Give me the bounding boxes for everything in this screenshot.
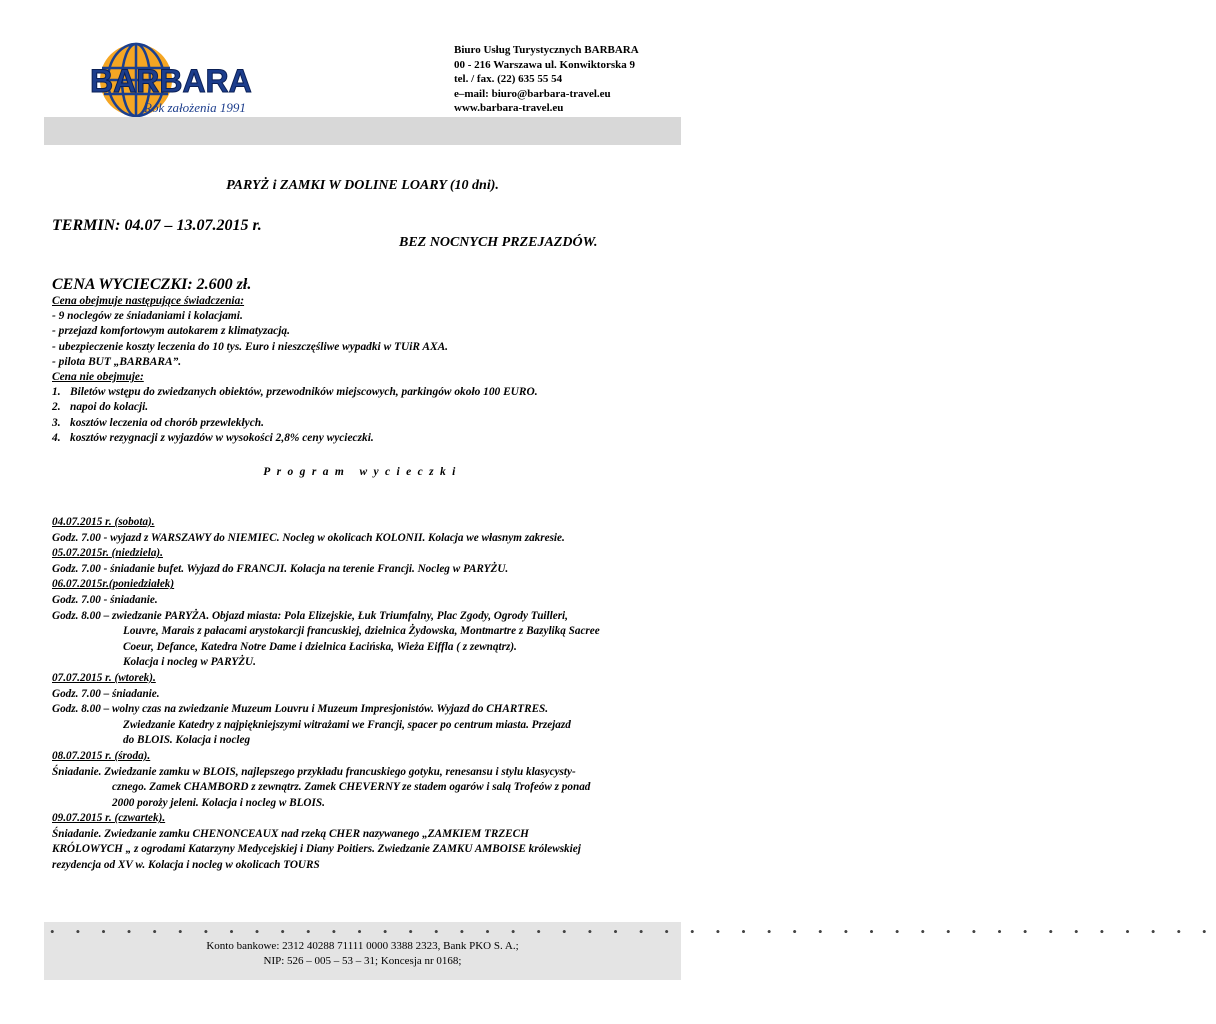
day-date: 05.07.2015r. (niedziela). — [52, 547, 163, 560]
header-band — [44, 117, 681, 145]
company-phone: tel. / fax. (22) 635 55 54 — [454, 73, 563, 85]
includes-item: - pilota BUT „BARBARA”. — [52, 355, 182, 368]
day-line: 2000 porożу jeleni. Kolacja i nocleg w BLOIS. — [112, 796, 325, 809]
barbara-logo — [82, 40, 272, 126]
day-date: 06.07.2015r.(poniedziałek) — [52, 578, 175, 591]
day-line: Godz. 7.00 - wyjazd z WARSZAWY do NIEMIEC. Nocleg w okolicach KOLONII. Kolacja we własnym zakresie. — [52, 531, 565, 544]
day-line: Kolacja i nocleg w PARYŻU. — [123, 656, 256, 669]
includes-item: - ubezpieczenie koszty leczenia do 10 tys. Euro i nieszczęśliwe wypadki w TUiR AXA. — [52, 340, 449, 353]
company-info — [454, 43, 639, 116]
day-line: do BLOIS. Kolacja i nocleg — [123, 734, 251, 747]
no-night-travel-note: BEZ NOCNYCH PRZEJAZDÓW. — [399, 235, 598, 250]
bank-account: Konto bankowe: 2312 40288 71111 0000 3388 2323, Bank PKO S. A.; — [206, 940, 519, 952]
day-line: KRÓLOWYCH „ z ogrodami Katarzyny Medycejskiej i Diany Poitiers. Zwiedzanie ZAMKU AMBOISE królewskiej — [52, 843, 581, 856]
company-email[interactable]: e–mail: biuro@barbara-travel.eu — [454, 87, 611, 100]
excludes-item: 1. Biletów wstępu do zwiedzanych obiektów, przewodników miejscowych, parkingów około 100 EURO. — [52, 386, 538, 399]
program-title: Program wycieczki — [263, 466, 462, 478]
excludes-header: Cena nie obejmuje: — [52, 371, 144, 384]
day-line: Śniadanie. Zwiedzanie zamku CHENONCEAUX nad rzeką CHER nazywanego „ZAMKIEM TRZECH — [52, 827, 529, 840]
day-line: cznego. Zamek CHAMBORD z zewnątrz. Zamek CHEVERNY ze stadem ogarów i salą Trofeów z ponad — [112, 781, 591, 794]
tour-price: CENA WYCIECZKI: 2.600 zł. — [52, 276, 252, 293]
day-line: Śniadanie. Zwiedzanie zamku w BLOIS, najlepszego przykładu francuskiego gotyku, renesansu i stylu klasycysty- — [52, 765, 576, 778]
company-name: Biuro Usług Turystycznych BARBARA — [454, 44, 639, 56]
excludes-item: 4. kosztów rezygnacji z wyjazdów w wysokości 2,8% ceny wycieczki. — [52, 431, 374, 444]
tax-info: NIP: 526 – 005 – 53 – 31; Koncesja nr 0168; — [263, 954, 462, 967]
globe-logo-icon — [82, 40, 272, 126]
footer-text — [44, 939, 681, 968]
day-line: rezydencja od XV w. Kolacja i nocleg w okolicach TOURS — [52, 859, 320, 872]
day-line: Zwiedzanie Katedry z najpiękniejszymi witrażami we Francji, spacer po centrum miasta. Przejazd — [123, 718, 571, 731]
day-line: Coeur, Defance, Katedra Notre Dame i dzielnica Łacińska, Wieża Eiffla ( z zewnątrz). — [123, 640, 517, 653]
day-line: Godz. 7.00 – śniadanie. — [52, 687, 160, 700]
excludes-item: 3. kosztów leczenia od chorób przewlekłych. — [52, 416, 264, 429]
day-date: 04.07.2015 r. (sobota). — [52, 516, 155, 528]
day-line: Louvre, Marais z pałacami arystokarcji francuskiej, dzielnica Żydowska, Montmartre z Bazyliką Sacree — [123, 625, 600, 638]
day-line: Godz. 7.00 - śniadanie bufet. Wyjazd do FRANCJI. Kolacja na terenie Francji. Nocleg w PARYŻU. — [52, 562, 509, 575]
price-details — [52, 294, 692, 446]
includes-item: - przejazd komfortowym autokarem z klimatyzacją. — [52, 325, 290, 338]
dotted-divider: • • • • • • • • • • • • • • • • • • • • • • • • • • • • • • • • • • • • • • • • • • • • • • — [50, 924, 1216, 939]
day-date: 07.07.2015 r. (wtorek). — [52, 671, 156, 684]
includes-item: - 9 noclegów ze śniadaniami i kolacjami. — [52, 310, 243, 323]
day-line: Godz. 8.00 – wolny czas na zwiedzanie Muzeum Louvru i Muzeum Impresjonistów. Wyjazd do CHARTRES. — [52, 703, 549, 716]
day-date: 09.07.2015 r. (czwartek). — [52, 812, 166, 825]
itinerary — [52, 515, 692, 874]
tour-title: PARYŻ i ZAMKI W DOLINE LOARY (10 dni). — [226, 178, 499, 193]
day-date: 08.07.2015 r. (środa). — [52, 749, 151, 762]
footer-band — [44, 922, 1216, 980]
company-website[interactable]: www.barbara-travel.eu — [454, 102, 564, 114]
company-address: 00 - 216 Warszawa ul. Konwiktorska 9 — [454, 58, 636, 71]
excludes-item: 2. napoi do kolacji. — [52, 401, 149, 414]
includes-header: Cena obejmuje następujące świadczenia: — [52, 295, 245, 307]
tour-dates: TERMIN: 04.07 – 13.07.2015 r. — [52, 217, 262, 234]
logo-brand: BARBARA — [90, 63, 252, 99]
day-line: Godz. 7.00 - śniadanie. — [52, 593, 158, 606]
day-line: Godz. 8.00 – zwiedzanie PARYŻA. Objazd miasta: Pola Elizejskie, Łuk Triumfalny, Plac Zgody, Ogrody Tuilleri, — [52, 609, 568, 622]
logo-tagline: Rok założenia 1991 — [144, 100, 246, 115]
